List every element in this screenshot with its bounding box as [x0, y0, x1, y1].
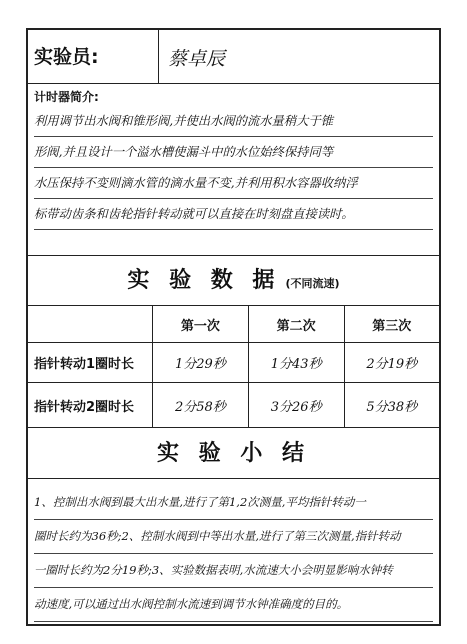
data-title: 实 验 数 据	[127, 268, 281, 293]
intro-line: 形阀,并且设计一个溢水槽使漏斗中的水位始终保持同等	[34, 137, 433, 168]
data-table	[28, 306, 439, 428]
row-label: 指针转动2圈时长	[28, 383, 153, 428]
summary-title-row	[28, 427, 439, 479]
data-subtitle: (不同流速)	[285, 277, 340, 290]
table-cell: 1分43秒	[248, 343, 344, 383]
table-header-cell: 第二次	[248, 306, 344, 343]
table-header-cell: 第一次	[153, 306, 249, 343]
intro-line: 标带动齿条和齿轮指针转动就可以直接在时刻盘直接读时。	[34, 199, 433, 230]
table-cell: 2分19秒	[344, 343, 439, 383]
table-cell: 3分26秒	[248, 383, 344, 428]
row-label: 指针转动1圈时长	[28, 343, 153, 383]
intro-section	[28, 84, 439, 256]
column-divider	[158, 30, 159, 83]
table-header-cell	[28, 306, 153, 343]
intro-text	[34, 106, 433, 230]
table-header-cell: 第三次	[344, 306, 439, 343]
intro-label: 计时器简介:	[34, 90, 99, 104]
summary-title: 实 验 小 结	[157, 441, 310, 466]
experimenter-label: 实验员:	[34, 46, 99, 68]
table-header-row	[28, 306, 439, 343]
experimenter-name: 蔡卓辰	[168, 48, 226, 70]
summary-line: 一圈时长约为2分19秒;3、实验数据表明,水流速大小会明显影响水钟转	[34, 554, 433, 588]
summary-line: 动速度,可以通过出水阀控制水流速到调节水钟准确度的目的。	[34, 588, 433, 622]
table-row	[28, 383, 439, 428]
data-title-row	[28, 256, 439, 306]
experiment-sheet	[26, 28, 441, 626]
summary-line: 圈时长约为36秒;2、控制水阀到中等出水量,进行了第三次测量,指针转动	[34, 520, 433, 554]
intro-line: 水压保持不变则滴水管的滴水量不变,并利用积水容器收纳浮	[34, 168, 433, 199]
table-cell: 1分29秒	[153, 343, 249, 383]
table-cell: 5分38秒	[344, 383, 439, 428]
table-cell: 2分58秒	[153, 383, 249, 428]
intro-line: 利用调节出水阀和锥形阀,并使出水阀的流水量稍大于锥	[34, 106, 433, 137]
table-row	[28, 343, 439, 383]
summary-line: 1、控制出水阀到最大出水量,进行了第1,2次测量,平均指针转动一	[34, 486, 433, 520]
summary-text	[34, 486, 433, 622]
experimenter-row	[28, 30, 439, 84]
